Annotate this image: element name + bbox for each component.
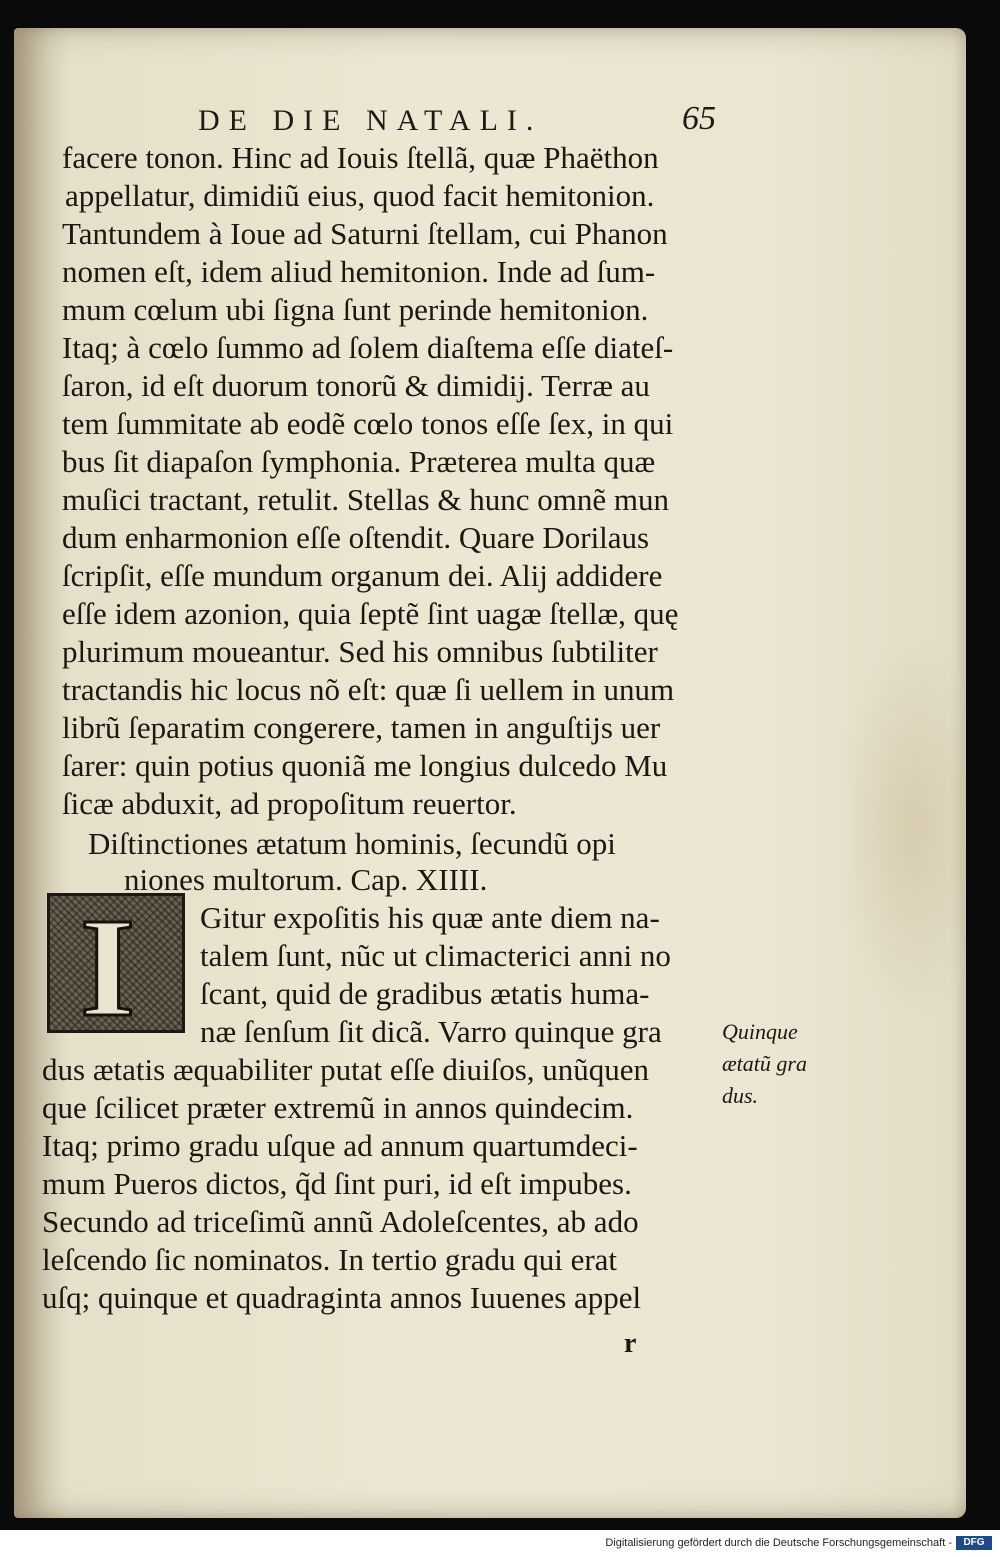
text-line: Itaq; primo gradu uſque ad annum quartumdeci- — [42, 1128, 638, 1163]
text-line: nomen eſt, idem aliud hemitonion. Inde ad ſum- — [62, 254, 656, 289]
text-line: ſicæ abduxit, ad propoſitum reuertor. — [62, 786, 517, 821]
paper-stain — [834, 628, 964, 1028]
marginal-note-line: Quinque — [722, 1019, 798, 1044]
decorated-initial — [47, 888, 185, 1046]
text-line: leſcendo ſic nominatos. In tertio gradu qui erat — [42, 1242, 618, 1277]
text-line: uſq; quinque et quadraginta annos Iuuenes appel — [42, 1280, 642, 1315]
text-line: bus ſit diapaſon ſymphonia. Præterea multa quæ — [62, 444, 656, 479]
text-line: Tantundem à Ioue ad Saturni ſtellam, cui Phanon — [62, 216, 668, 251]
text-line: Secundo ad triceſimũ annũ Adoleſcentes, ab ado — [42, 1204, 639, 1239]
text-line: talem ſunt, nũc ut climacterici anni no — [200, 938, 671, 973]
initial-letter: I — [80, 888, 136, 1046]
marginal-note-line: dus. — [722, 1083, 759, 1108]
credit-bar — [0, 1530, 1000, 1557]
text-line: Gitur expoſitis his quæ ante diem na- — [200, 900, 660, 935]
dfg-logo: DFG — [956, 1536, 992, 1550]
chapter-heading-line: Diſtinctiones ætatum hominis, ſecundũ opi — [88, 826, 616, 861]
marginal-note-line: ætatũ gra — [722, 1051, 807, 1076]
text-line: muſici tractant, retulit. Stellas & hunc omnẽ mun — [62, 482, 669, 517]
text-line: ſaron, id eſt duorum tonorũ & dimidij. Terræ au — [62, 368, 650, 403]
signature-mark: r — [624, 1328, 637, 1359]
running-title: DE DIE NATALI. — [198, 104, 543, 137]
text-line: dus ætatis æquabiliter putat eſſe diuiſos, unũquen — [42, 1052, 650, 1087]
text-line: tractandis hic locus nõ eſt: quæ ſi uellem in unum — [62, 672, 675, 707]
text-line: tem ſummitate ab eodẽ cœlo tonos eſſe ſex, in qui — [62, 406, 674, 441]
text-line: mum cœlum ubi ſigna ſunt perinde hemitonion. — [62, 292, 649, 327]
marginal-note — [722, 1016, 832, 1112]
text-line: que ſcilicet præter extremũ in annos quindecim. — [42, 1090, 634, 1125]
text-line: appellatur, dimidiũ eius, quod facit hemitonion. — [65, 178, 655, 213]
text-line: ſcripſit, eſſe mundum organum dei. Alij addidere — [62, 558, 663, 593]
text-line: dum enharmonion eſſe oſtendit. Quare Dorilaus — [62, 520, 650, 555]
page-header — [198, 100, 758, 144]
text-line: ſarer: quin potius quoniã me longius dulcedo Mu — [62, 748, 668, 783]
text-line: plurimum moueantur. Sed his omnibus ſubtiliter — [62, 634, 658, 669]
text-line: Itaq; à cœlo ſummo ad ſolem diaſtema eſſe diateſ- — [62, 330, 674, 365]
text-line: ſcant, quid de gradibus ætatis huma- — [200, 976, 650, 1011]
text-line: librũ ſeparatim congerere, tamen in anguſtijs uer — [62, 710, 661, 745]
chapter-heading-line: niones multorum. Cap. XIIII. — [124, 862, 488, 897]
text-line: eſſe idem azonion, quia ſeptẽ ſint uagæ ſtellæ, quę — [62, 596, 679, 631]
funding-credit: Digitalisierung gefördert durch die Deutsche Forschungsgemeinschaft - — [605, 1537, 952, 1549]
text-line: mum Pueros dictos, q̃d ſint puri, id eſt impubes. — [42, 1166, 632, 1201]
text-line: facere tonon. Hinc ad Iouis ſtellã, quæ Phaëthon — [62, 140, 659, 175]
text-line: næ ſenſum ſit dicã. Varro quinque gra — [200, 1014, 662, 1049]
folio-number: 65 — [682, 100, 716, 137]
